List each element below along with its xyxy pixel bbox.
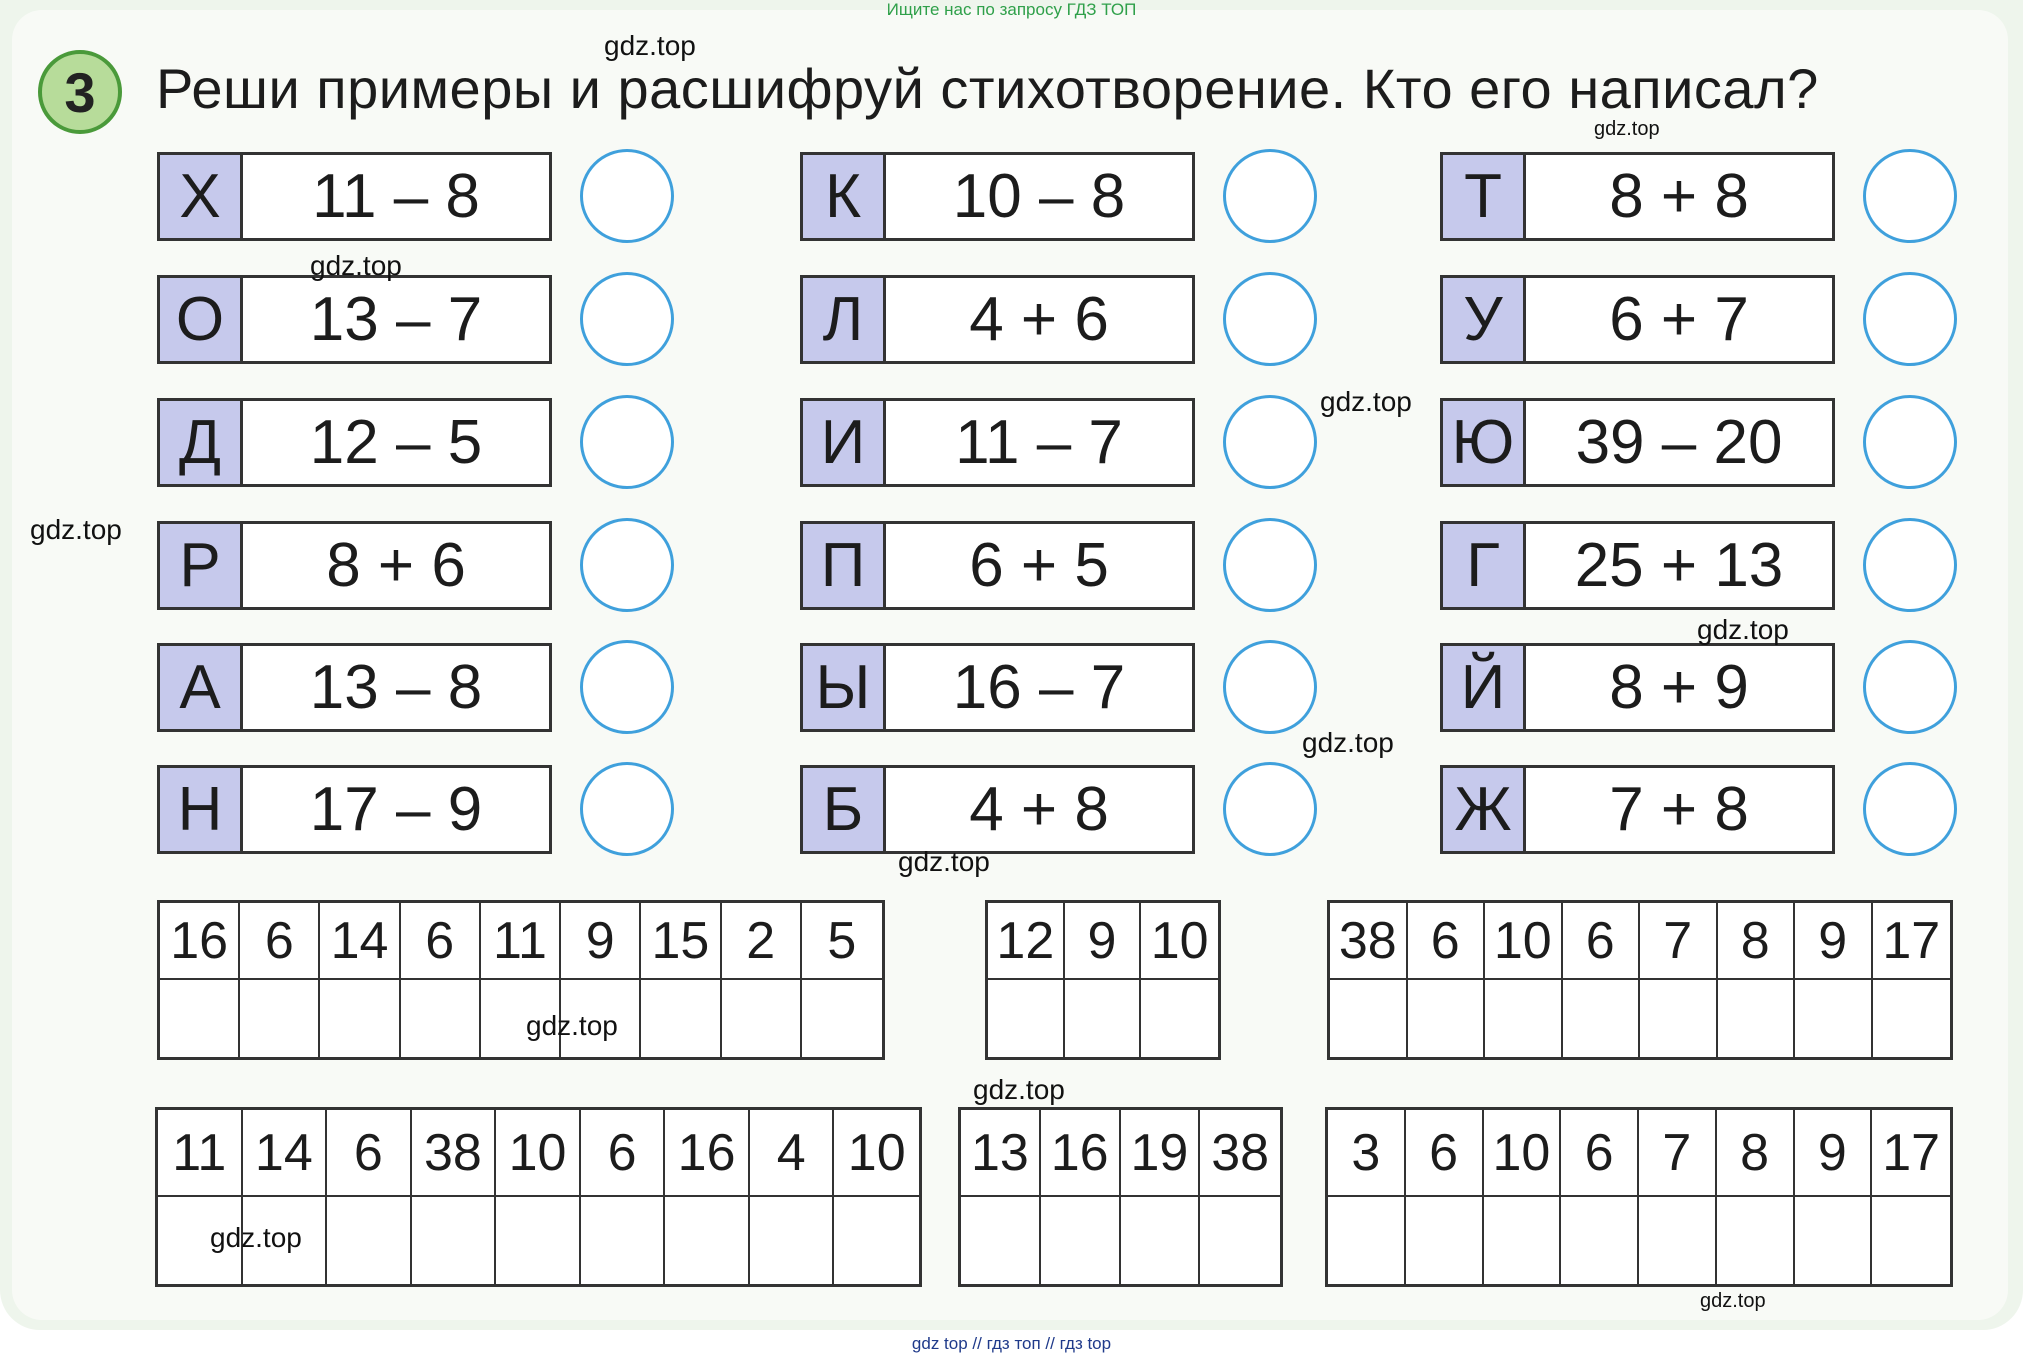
grid-answer-cell[interactable] — [1408, 980, 1486, 1057]
example-expression: 11 – 7 — [955, 408, 1123, 477]
grid-answer-cell[interactable] — [1639, 1197, 1717, 1284]
grid-answer-cell[interactable] — [802, 980, 882, 1057]
grid-number-cell: 6 — [1406, 1110, 1484, 1197]
watermark: gdz.top — [310, 250, 402, 281]
grid-number-cell: 2 — [722, 903, 802, 980]
grid-answer-cell[interactable] — [412, 1197, 497, 1284]
example-expression: 4 + 6 — [969, 285, 1109, 354]
grid-answer-cell[interactable] — [1563, 980, 1641, 1057]
grid-number-cell: 6 — [1561, 1110, 1639, 1197]
example-row — [800, 643, 1202, 732]
answer-circle[interactable] — [1223, 762, 1317, 856]
grid-number-cell: 13 — [961, 1110, 1041, 1197]
answer-circle[interactable] — [580, 640, 674, 734]
grid-number-cell: 38 — [1330, 903, 1408, 980]
watermark: gdz.top — [1302, 727, 1394, 758]
example-row — [157, 152, 559, 241]
watermark: gdz.top — [973, 1074, 1065, 1105]
example-row — [800, 152, 1202, 241]
example-row — [1440, 765, 1842, 854]
example-expression: 7 + 8 — [1609, 775, 1749, 844]
grid-answer-cell[interactable] — [641, 980, 721, 1057]
grid-number-cell: 6 — [240, 903, 320, 980]
code-letter: Д — [160, 401, 243, 484]
example-expression: 25 + 13 — [1574, 531, 1784, 600]
grid-number-cell: 8 — [1717, 1110, 1795, 1197]
code-letter: Ю — [1443, 401, 1526, 484]
grid-number-cell: 12 — [988, 903, 1065, 980]
grid-number-cell: 16 — [160, 903, 240, 980]
answer-circle[interactable] — [1863, 640, 1957, 734]
grid-answer-cell[interactable] — [961, 1197, 1041, 1284]
answer-circle[interactable] — [1223, 272, 1317, 366]
grid-number-cell: 38 — [412, 1110, 497, 1197]
answer-grid — [1325, 1107, 1953, 1287]
footer-links[interactable]: gdz top // гдз топ // гдз top — [911, 1334, 1112, 1353]
grid-answer-cell[interactable] — [1795, 980, 1873, 1057]
code-letter: Л — [803, 278, 886, 361]
example-expression: 6 + 7 — [1609, 285, 1749, 354]
answer-circle[interactable] — [1223, 640, 1317, 734]
example-expression: 8 + 8 — [1609, 162, 1749, 231]
code-letter: Ж — [1443, 768, 1526, 851]
grid-answer-cell[interactable] — [240, 980, 320, 1057]
answer-circle[interactable] — [1863, 762, 1957, 856]
grid-number-cell: 15 — [641, 903, 721, 980]
example-expression: 16 – 7 — [952, 653, 1126, 722]
example-expression: 39 – 20 — [1575, 408, 1783, 477]
example-row — [800, 521, 1202, 610]
grid-number-cell: 6 — [327, 1110, 412, 1197]
grid-number-cell: 6 — [581, 1110, 666, 1197]
answer-grid — [958, 1107, 1283, 1287]
grid-answer-cell[interactable] — [1718, 980, 1796, 1057]
answer-circle[interactable] — [1223, 149, 1317, 243]
grid-number-cell: 6 — [1408, 903, 1486, 980]
grid-answer-cell[interactable] — [1795, 1197, 1873, 1284]
code-letter: Ы — [803, 646, 886, 729]
grid-answer-cell[interactable] — [722, 980, 802, 1057]
top-search-hint[interactable]: Ищите нас по запросу ГДЗ ТОП — [886, 0, 1137, 19]
answer-circle[interactable] — [1223, 518, 1317, 612]
code-letter: Н — [160, 768, 243, 851]
code-letter: П — [803, 524, 886, 607]
grid-number-cell: 6 — [1563, 903, 1641, 980]
example-expression: 4 + 8 — [969, 775, 1109, 844]
example-row — [157, 275, 559, 364]
grid-answer-cell[interactable] — [496, 1197, 581, 1284]
code-letter: И — [803, 401, 886, 484]
code-letter: У — [1443, 278, 1526, 361]
example-row — [157, 521, 559, 610]
example-row — [800, 275, 1202, 364]
answer-circle[interactable] — [1863, 149, 1957, 243]
answer-grid — [157, 900, 885, 1060]
example-expression: 17 – 9 — [309, 775, 483, 844]
grid-number-cell: 8 — [1718, 903, 1796, 980]
example-expression: 6 + 5 — [969, 531, 1109, 600]
grid-number-cell: 16 — [665, 1110, 750, 1197]
grid-number-cell: 10 — [496, 1110, 581, 1197]
grid-answer-cell[interactable] — [834, 1197, 919, 1284]
grid-answer-cell[interactable] — [1200, 1197, 1280, 1284]
grid-answer-cell[interactable] — [1640, 980, 1718, 1057]
example-row — [157, 765, 559, 854]
grid-answer-cell[interactable] — [1561, 1197, 1639, 1284]
code-letter: Й — [1443, 646, 1526, 729]
example-expression: 10 – 8 — [952, 162, 1126, 231]
code-letter: Х — [160, 155, 243, 238]
grid-answer-cell[interactable] — [750, 1197, 835, 1284]
grid-number-cell: 10 — [1484, 1110, 1562, 1197]
task-number-badge: 3 — [38, 50, 122, 134]
grid-number-cell: 9 — [1795, 903, 1873, 980]
grid-number-cell: 9 — [1065, 903, 1142, 980]
grid-answer-cell[interactable] — [1406, 1197, 1484, 1284]
grid-number-cell: 17 — [1872, 1110, 1950, 1197]
example-expression: 11 – 8 — [312, 162, 480, 231]
example-row — [157, 643, 559, 732]
grid-answer-cell[interactable] — [1041, 1197, 1121, 1284]
code-letter: К — [803, 155, 886, 238]
grid-number-cell: 10 — [1485, 903, 1563, 980]
code-letter: Г — [1443, 524, 1526, 607]
example-expression: 13 – 7 — [309, 285, 483, 354]
example-expression: 12 – 5 — [309, 408, 483, 477]
answer-circle[interactable] — [580, 395, 674, 489]
grid-number-cell: 9 — [561, 903, 641, 980]
grid-answer-cell[interactable] — [988, 980, 1065, 1057]
grid-answer-cell[interactable] — [1717, 1197, 1795, 1284]
example-row — [800, 398, 1202, 487]
grid-number-cell: 6 — [401, 903, 481, 980]
grid-number-cell: 17 — [1873, 903, 1951, 980]
grid-answer-cell[interactable] — [1065, 980, 1142, 1057]
grid-number-cell: 5 — [802, 903, 882, 980]
answer-circle[interactable] — [580, 272, 674, 366]
grid-answer-cell[interactable] — [1121, 1197, 1201, 1284]
grid-number-cell: 4 — [750, 1110, 835, 1197]
grid-answer-cell[interactable] — [1141, 980, 1218, 1057]
watermark: gdz.top — [1320, 386, 1412, 417]
answer-grid — [985, 900, 1221, 1060]
answer-grid — [155, 1107, 922, 1287]
grid-answer-cell[interactable] — [581, 1197, 666, 1284]
code-letter: Т — [1443, 155, 1526, 238]
example-expression: 8 + 9 — [1609, 653, 1749, 722]
example-expression: 8 + 6 — [326, 531, 466, 600]
task-title: Реши примеры и расшифруй стихотворение. Кто его написал? — [156, 57, 1819, 120]
grid-number-cell: 11 — [158, 1110, 243, 1197]
grid-answer-cell[interactable] — [160, 980, 240, 1057]
grid-answer-cell[interactable] — [327, 1197, 412, 1284]
watermark: gdz.top — [1594, 118, 1660, 140]
answer-circle[interactable] — [1223, 395, 1317, 489]
code-letter: А — [160, 646, 243, 729]
answer-circle[interactable] — [1863, 395, 1957, 489]
example-row — [1440, 643, 1842, 732]
grid-answer-cell[interactable] — [1330, 980, 1408, 1057]
grid-answer-cell[interactable] — [1328, 1197, 1406, 1284]
code-letter: О — [160, 278, 243, 361]
answer-circle[interactable] — [1863, 272, 1957, 366]
watermark: gdz.top — [898, 846, 990, 877]
answer-circle[interactable] — [580, 149, 674, 243]
answer-circle[interactable] — [580, 762, 674, 856]
grid-number-cell: 14 — [243, 1110, 328, 1197]
grid-number-cell: 7 — [1640, 903, 1718, 980]
grid-number-cell: 38 — [1200, 1110, 1280, 1197]
example-row — [1440, 521, 1842, 610]
grid-answer-cell[interactable] — [401, 980, 481, 1057]
grid-number-cell: 11 — [481, 903, 561, 980]
watermark: gdz.top — [604, 30, 696, 61]
grid-number-cell: 16 — [1041, 1110, 1121, 1197]
example-row — [1440, 275, 1842, 364]
watermark: gdz.top — [30, 514, 122, 545]
grid-number-cell: 19 — [1121, 1110, 1201, 1197]
grid-number-cell: 10 — [834, 1110, 919, 1197]
code-letter: Б — [803, 768, 886, 851]
grid-answer-cell[interactable] — [320, 980, 400, 1057]
grid-number-cell: 14 — [320, 903, 400, 980]
code-letter: Р — [160, 524, 243, 607]
grid-answer-cell[interactable] — [1873, 980, 1951, 1057]
answer-grid — [1327, 900, 1953, 1060]
grid-number-cell: 9 — [1795, 1110, 1873, 1197]
answer-circle[interactable] — [580, 518, 674, 612]
grid-answer-cell[interactable] — [1485, 980, 1563, 1057]
example-expression: 13 – 8 — [309, 653, 483, 722]
watermark: gdz.top — [210, 1222, 302, 1253]
watermark: gdz.top — [526, 1010, 618, 1041]
watermark: gdz.top — [1700, 1290, 1766, 1312]
answer-circle[interactable] — [1863, 518, 1957, 612]
grid-number-cell: 10 — [1141, 903, 1218, 980]
watermark: gdz.top — [1697, 614, 1789, 645]
example-row — [1440, 398, 1842, 487]
grid-answer-cell[interactable] — [1484, 1197, 1562, 1284]
grid-answer-cell[interactable] — [665, 1197, 750, 1284]
example-row — [800, 765, 1202, 854]
example-row — [1440, 152, 1842, 241]
example-row — [157, 398, 559, 487]
grid-number-cell: 3 — [1328, 1110, 1406, 1197]
grid-number-cell: 7 — [1639, 1110, 1717, 1197]
grid-answer-cell[interactable] — [1872, 1197, 1950, 1284]
